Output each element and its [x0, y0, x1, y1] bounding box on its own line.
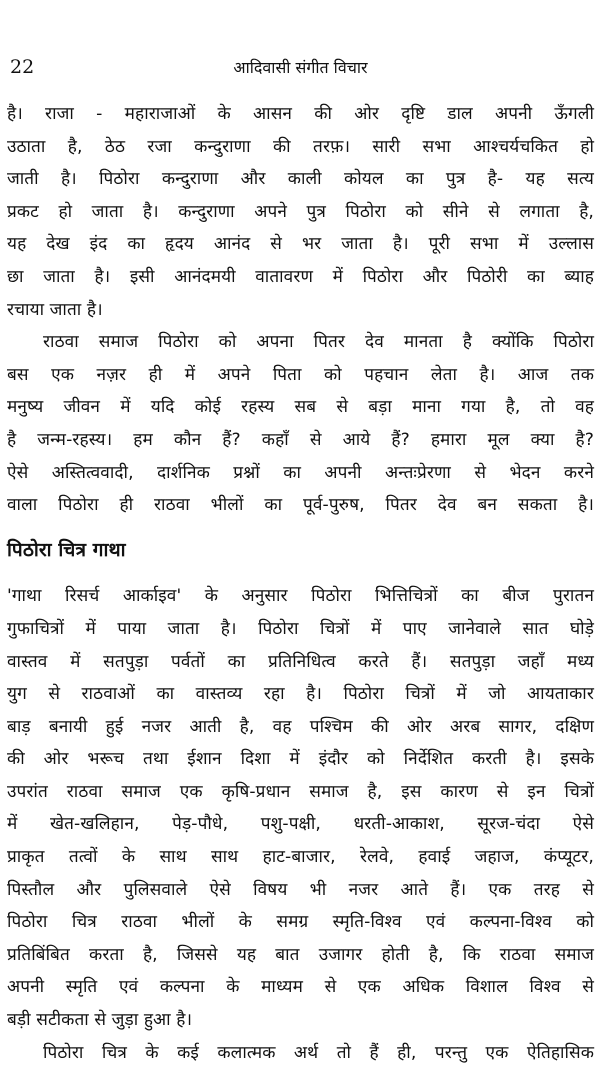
text-line: प्रकट हो जाता है। कन्दुराणा अपने पुत्र पिठोरा को सीने से लगाता है, [7, 201, 594, 222]
text-line: राठवा समाज पिठोरा को अपना पितर देव मानता है क्योंकि पिठोरा [43, 332, 594, 353]
paragraph-3 [7, 580, 594, 1036]
section-heading: पिठोरा चित्र गाथा [7, 538, 126, 561]
body-text [7, 98, 594, 1069]
running-title: आदिवासी संगीत विचार [233, 58, 368, 77]
text-line: अपनी स्मृति एवं कल्पना के माध्यम से एक अधिक विशाल विश्व से [7, 977, 594, 998]
running-header [7, 0, 594, 78]
text-line: उठाता है, ठेठ रजा कन्दुराणा की तरफ़। सारी सभा आश्चर्यचकित हो [7, 136, 594, 157]
text-line: पिठोरा चित्र राठवा भीलों के समग्र स्मृति-विश्व एवं कल्पना-विश्व को [7, 912, 594, 933]
text-line: में खेत-खलिहान, पेड़-पौधे, पशु-पक्षी, धरती-आकाश, सूरज-चंदा ऐसे [7, 814, 594, 835]
text-line: यह देख इंद का हृदय आनंद से भर जाता है। पूरी सभा में उल्लास [7, 234, 594, 255]
text-line: प्राकृत तत्वों के साथ साथ हाट-बाजार, रेलवे, हवाई जहाज, कंप्यूटर, [7, 847, 594, 868]
text-line: छा जाता है। इसी आनंदमयी वातावरण में पिठोरा और पिठोरी का ब्याह [7, 266, 594, 287]
text-line: उपरांत राठवा समाज एक कृषि-प्रधान समाज है, इस कारण से इन चित्रों [7, 781, 594, 802]
text-line: युग से राठवाओं का वास्तव्य रहा है। पिठोरा चित्रों में जो आयताकार [7, 684, 594, 705]
text-line: बस एक नज़र ही में अपने पिता को पहचान लेता है। आज तक [7, 364, 594, 385]
text-line: गुफाचित्रों में पाया जाता है। पिठोरा चित्रों में पाए जानेवाले सात घोड़े [7, 618, 594, 639]
text-line: रचाया जाता है। [7, 299, 103, 320]
text-line: पिस्तौल और पुलिसवाले ऐसे विषय भी नजर आते हैं। एक तरह से [7, 879, 594, 900]
page-number: 22 [10, 56, 35, 78]
text-line: मनुष्य जीवन में यदि कोई रहस्य सब से बड़ा माना गया है, तो वह [7, 397, 594, 418]
text-line: है जन्म-रहस्य। हम कौन हैं? कहाँ से आये हैं? हमारा मूल क्या है? [7, 429, 594, 450]
text-line: ऐसे अस्तित्ववादी, दार्शनिक प्रश्नों का अपनी अन्तःप्रेरणा से भेदन करने [7, 462, 594, 483]
paragraph-1 [7, 98, 594, 326]
text-line: बड़ी सटीकता से जुड़ा हुआ है। [7, 1010, 193, 1031]
paragraph-4 [7, 1037, 594, 1070]
text-line: की ओर भरूच तथा ईशान दिशा में इंदौर को निर्देशित करती है। इसके [7, 749, 594, 770]
text-line: पिठोरा चित्र के कई कलात्मक अर्थ तो हैं ही, परन्तु एक ऐतिहासिक [43, 1042, 594, 1063]
text-line: वाला पिठोरा ही राठवा भीलों का पूर्व-पुरुष, पितर देव बन सकता है। [7, 495, 594, 516]
text-line: बाड़ बनायी हुई नजर आती है, वह पश्चिम की ओर अरब सागर, दक्षिण [7, 716, 594, 737]
text-line: वास्तव में सतपुड़ा पर्वतों का प्रतिनिधित्व करते हैं। सतपुड़ा जहाँ मध्य [7, 651, 594, 672]
paragraph-2 [7, 326, 594, 522]
text-line: प्रतिबिंबित करता है, जिससे यह बात उजागर होती है, कि राठवा समाज [7, 944, 594, 965]
text-line: है। राजा - महाराजाओं के आसन की ओर दृष्टि डाल अपनी ऊँगली [7, 104, 594, 124]
text-line: 'गाथा रिसर्च आर्काइव' के अनुसार पिठोरा भित्तिचित्रों का बीज पुरातन [7, 586, 594, 607]
text-line: जाती है। पिठोरा कन्दुराणा और काली कोयल का पुत्र है- यह सत्य [7, 169, 594, 190]
